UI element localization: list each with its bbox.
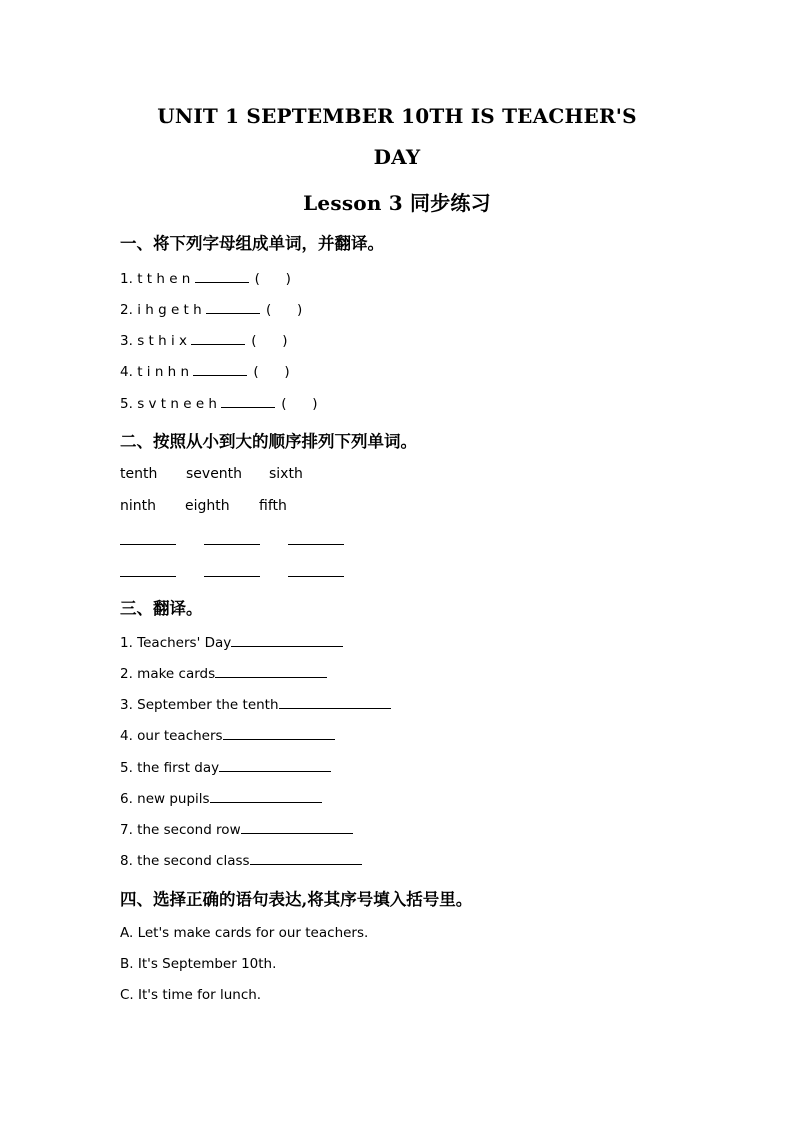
- option-c: C. It's time for lunch.: [120, 987, 262, 1003]
- order-blank-5[interactable]: [204, 576, 260, 577]
- answer-blank[interactable]: [206, 301, 260, 314]
- scramble-item-4: [120, 363, 290, 380]
- item-number: 1.: [120, 271, 133, 287]
- scramble-item-2: [120, 301, 302, 318]
- item-number: 5.: [120, 396, 133, 412]
- order-blank-6[interactable]: [288, 576, 344, 577]
- translate-item-4: [120, 727, 335, 744]
- scrambled-letters: t i n h n: [137, 364, 190, 380]
- word-sixth: sixth: [269, 466, 303, 482]
- word-seventh: seventh: [186, 466, 243, 482]
- translate-item-7: [120, 821, 353, 838]
- order-blank-4[interactable]: [120, 576, 176, 577]
- answer-blank[interactable]: [223, 727, 335, 740]
- answer-blank[interactable]: [221, 395, 275, 408]
- answer-blank[interactable]: [250, 852, 362, 865]
- translate-item-5: [120, 759, 331, 776]
- section-3-heading: 三、翻译。: [120, 599, 203, 618]
- phrase-text: 7. the second row: [120, 822, 241, 838]
- translate-item-1: [120, 634, 343, 651]
- order-blank-1[interactable]: [120, 544, 176, 545]
- phrase-text: 5. the first day: [120, 760, 220, 776]
- word-ninth: ninth: [120, 498, 156, 514]
- answer-blank[interactable]: [231, 634, 343, 647]
- lesson-title: Lesson 3 同步练习: [303, 191, 491, 215]
- option-b: B. It's September 10th.: [120, 956, 277, 972]
- translation-parens[interactable]: ( ): [253, 364, 290, 380]
- section-4-heading: 四、选择正确的语句表达,将其序号填入括号里。: [120, 890, 473, 909]
- translation-parens[interactable]: ( ): [251, 333, 288, 349]
- translate-item-3: [120, 696, 391, 713]
- phrase-text: 3. September the tenth: [120, 697, 279, 713]
- translate-item-6: [120, 790, 322, 807]
- scrambled-letters: s v t n e e h: [137, 396, 217, 412]
- translation-parens[interactable]: ( ): [265, 302, 303, 318]
- scramble-item-5: [120, 395, 318, 412]
- item-number: 4.: [120, 364, 133, 380]
- word-fifth: fifth: [259, 498, 287, 514]
- scrambled-letters: s t h i x: [137, 333, 187, 349]
- translation-parens[interactable]: ( ): [281, 396, 318, 412]
- word-eighth: eighth: [185, 498, 230, 514]
- option-a: A. Let's make cards for our teachers.: [120, 925, 369, 941]
- answer-blank[interactable]: [193, 363, 247, 376]
- section-2-heading: 二、按照从小到大的顺序排列下列单词。: [120, 432, 417, 451]
- scrambled-letters: i h g e t h: [137, 302, 202, 318]
- answer-blank[interactable]: [210, 790, 322, 803]
- item-number: 2.: [120, 302, 133, 318]
- order-blank-2[interactable]: [204, 544, 260, 545]
- answer-blank[interactable]: [215, 665, 327, 678]
- scramble-item-3: [120, 332, 288, 349]
- phrase-text: 2. make cards: [120, 666, 216, 682]
- order-blank-3[interactable]: [288, 544, 344, 545]
- phrase-text: 6. new pupils: [120, 791, 210, 807]
- translate-item-2: [120, 665, 327, 682]
- answer-blank[interactable]: [195, 270, 249, 283]
- answer-blank[interactable]: [279, 696, 391, 709]
- scrambled-letters: t t h e n: [137, 271, 191, 287]
- phrase-text: 1. Teachers' Day: [120, 635, 232, 651]
- scramble-item-1: [120, 270, 291, 287]
- answer-blank[interactable]: [191, 332, 245, 345]
- translation-parens[interactable]: ( ): [254, 271, 291, 287]
- word-tenth: tenth: [120, 466, 158, 482]
- title-line-2: DAY: [373, 145, 421, 169]
- phrase-text: 4. our teachers: [120, 728, 223, 744]
- answer-blank[interactable]: [241, 821, 353, 834]
- title-line-1: UNIT 1 SEPTEMBER 10TH IS TEACHER'S: [157, 104, 637, 128]
- translate-item-8: [120, 852, 362, 869]
- phrase-text: 8. the second class: [120, 853, 250, 869]
- section-1-heading: 一、将下列字母组成单词，并翻译。: [120, 234, 384, 253]
- item-number: 3.: [120, 333, 133, 349]
- answer-blank[interactable]: [219, 759, 331, 772]
